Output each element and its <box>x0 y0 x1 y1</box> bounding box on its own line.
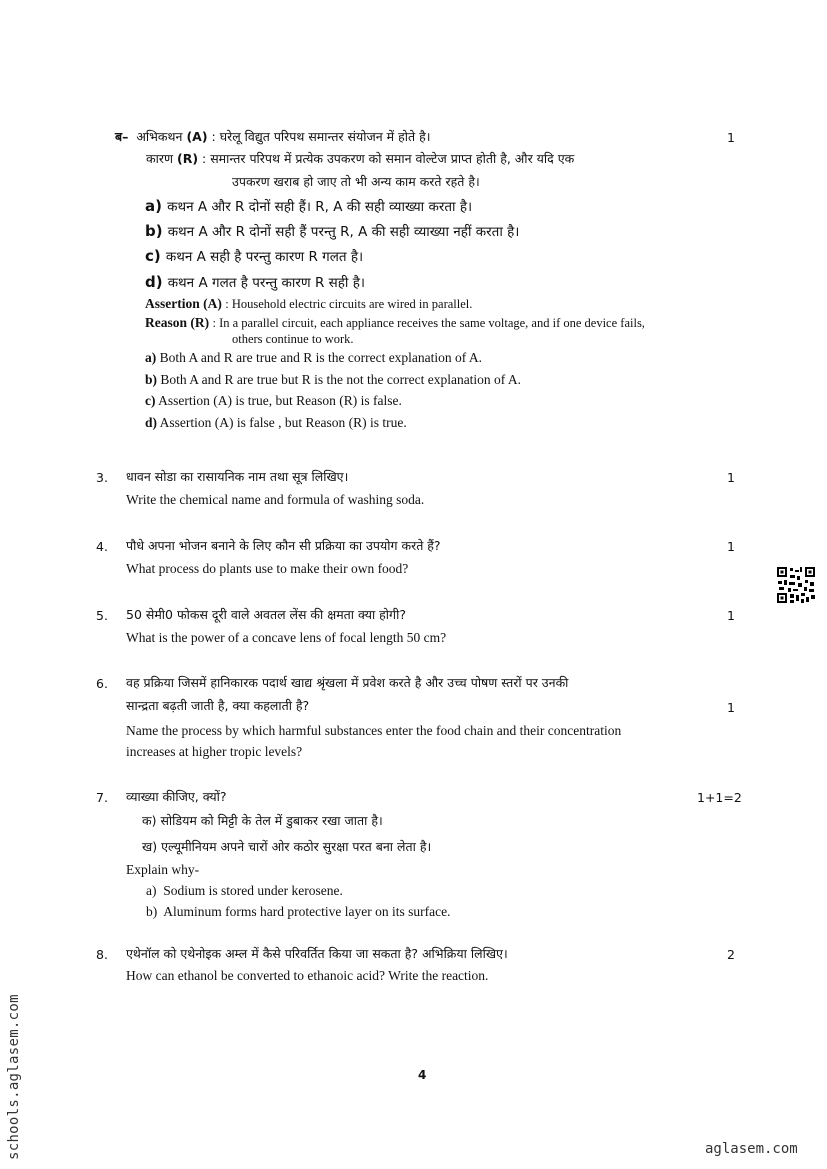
bottom-watermark: aglasem.com <box>705 1141 798 1157</box>
q2b-english-assertion: Assertion (A) : Household electric circuits are wired in parallel. <box>145 296 473 311</box>
q3-english: Write the chemical name and formula of washing soda. <box>126 492 425 507</box>
q2b-option-en-b: b) Both A and R are true but R is the not the correct explanation of A. <box>145 372 522 387</box>
q4-number: 4. <box>96 539 108 554</box>
q8-marks: 2 <box>727 947 735 962</box>
q2b-option-hi-d: d) कथन A गलत है परन्तु कारण R सही है। <box>145 273 366 291</box>
q7-english-sub-a: a) Sodium is stored under kerosene. <box>146 883 343 898</box>
q8-number: 8. <box>96 947 108 962</box>
q3-hindi: धावन सोडा का रासायनिक नाम तथा सूत्र लिखिए। <box>126 469 349 484</box>
q7-english: Explain why- <box>126 862 200 877</box>
q7-hindi-sub-a: क) सोडियम को मिट्टी के तेल में डुबाकर रखा जाता है। <box>142 813 383 828</box>
q3-number: 3. <box>96 470 108 485</box>
q5-hindi: 50 सेमी0 फोकस दूरी वाले अवतल लेंस की क्षमता क्या होगी? <box>126 607 406 622</box>
q6-marks: 1 <box>727 700 735 715</box>
q2b-english-reason: Reason (R) : In a parallel circuit, each appliance receives the same voltage, and if one device fails, <box>145 315 645 330</box>
side-watermark: schools.aglasem.com <box>6 994 22 1160</box>
q6-hindi-line1: वह प्रक्रिया जिसमें हानिकारक पदार्थ खाद्य श्रृंखला में प्रवेश करते है और उच्च पोषण स्तरों पर उनकी <box>126 675 569 690</box>
q2b-hindi-assertion: ब– अभिकथन (A) : घरेलू विद्युत परिपथ समान्तर संयोजन में होते है। <box>115 129 431 144</box>
q7-english-sub-b: b) Aluminum forms hard protective layer on its surface. <box>146 904 451 919</box>
q2b-marks: 1 <box>727 130 735 145</box>
q2b-option-hi-c: c) कथन A सही है परन्तु कारण R गलत है। <box>145 247 364 265</box>
q2b-hindi-reason-line2: उपकरण खराब हो जाए तो भी अन्य काम करते रहते है। <box>232 174 480 189</box>
q7-hindi: व्याख्या कीजिए, क्यों? <box>126 789 227 804</box>
q7-number: 7. <box>96 790 108 805</box>
q5-english: What is the power of a concave lens of focal length 50 cm? <box>126 630 447 645</box>
q2b-label: ब– <box>115 129 129 144</box>
q6-english-line1: Name the process by which harmful substances enter the food chain and their concentration <box>126 723 622 738</box>
q8-english: How can ethanol be converted to ethanoic acid? Write the reaction. <box>126 968 489 983</box>
q2b-option-en-a: a) Both A and R are true and R is the correct explanation of A. <box>145 350 483 365</box>
page-number: 4 <box>418 1068 427 1082</box>
q2b-english-reason-line2: others continue to work. <box>232 332 354 346</box>
q6-hindi-line2: सान्द्रता बढ़ती जाती है, क्या कहलाती है? <box>126 698 310 713</box>
q6-english-line2: increases at higher tropic levels? <box>126 744 303 759</box>
q4-hindi: पौधे अपना भोजन बनाने के लिए कौन सी प्रक्रिया का उपयोग करते हैं? <box>126 538 441 553</box>
q5-marks: 1 <box>727 608 735 623</box>
q8-hindi: एथेनॉल को एथेनोइक अम्ल में कैसे परिवर्तित किया जा सकता है? अभिक्रिया लिखिए। <box>126 946 508 961</box>
q7-marks: 1+1=2 <box>697 790 742 805</box>
q2b-option-en-c: c) Assertion (A) is true, but Reason (R) is false. <box>145 393 402 408</box>
q2b-option-hi-a: a) कथन A और R दोनों सही हैं। R, A की सही व्याख्या करता है। <box>145 197 473 215</box>
qr-code-icon <box>776 566 816 604</box>
q7-hindi-sub-b: ख) एल्यूमीनियम अपने चारों ओर कठोर सुरक्षा परत बना लेता है। <box>142 839 432 854</box>
q6-number: 6. <box>96 676 108 691</box>
q3-marks: 1 <box>727 470 735 485</box>
q4-marks: 1 <box>727 539 735 554</box>
q2b-hindi-reason: कारण (R) : समान्तर परिपथ में प्रत्येक उपकरण को समान वोल्टेज प्राप्त होती है, और यदि एक <box>146 151 575 166</box>
q2b-option-en-d: d) Assertion (A) is false , but Reason (R) is true. <box>145 415 407 430</box>
q4-english: What process do plants use to make their own food? <box>126 561 409 576</box>
q2b-option-hi-b: b) कथन A और R दोनों सही हैं परन्तु R, A की सही व्याख्या नहीं करता है। <box>145 222 520 240</box>
q5-number: 5. <box>96 608 108 623</box>
